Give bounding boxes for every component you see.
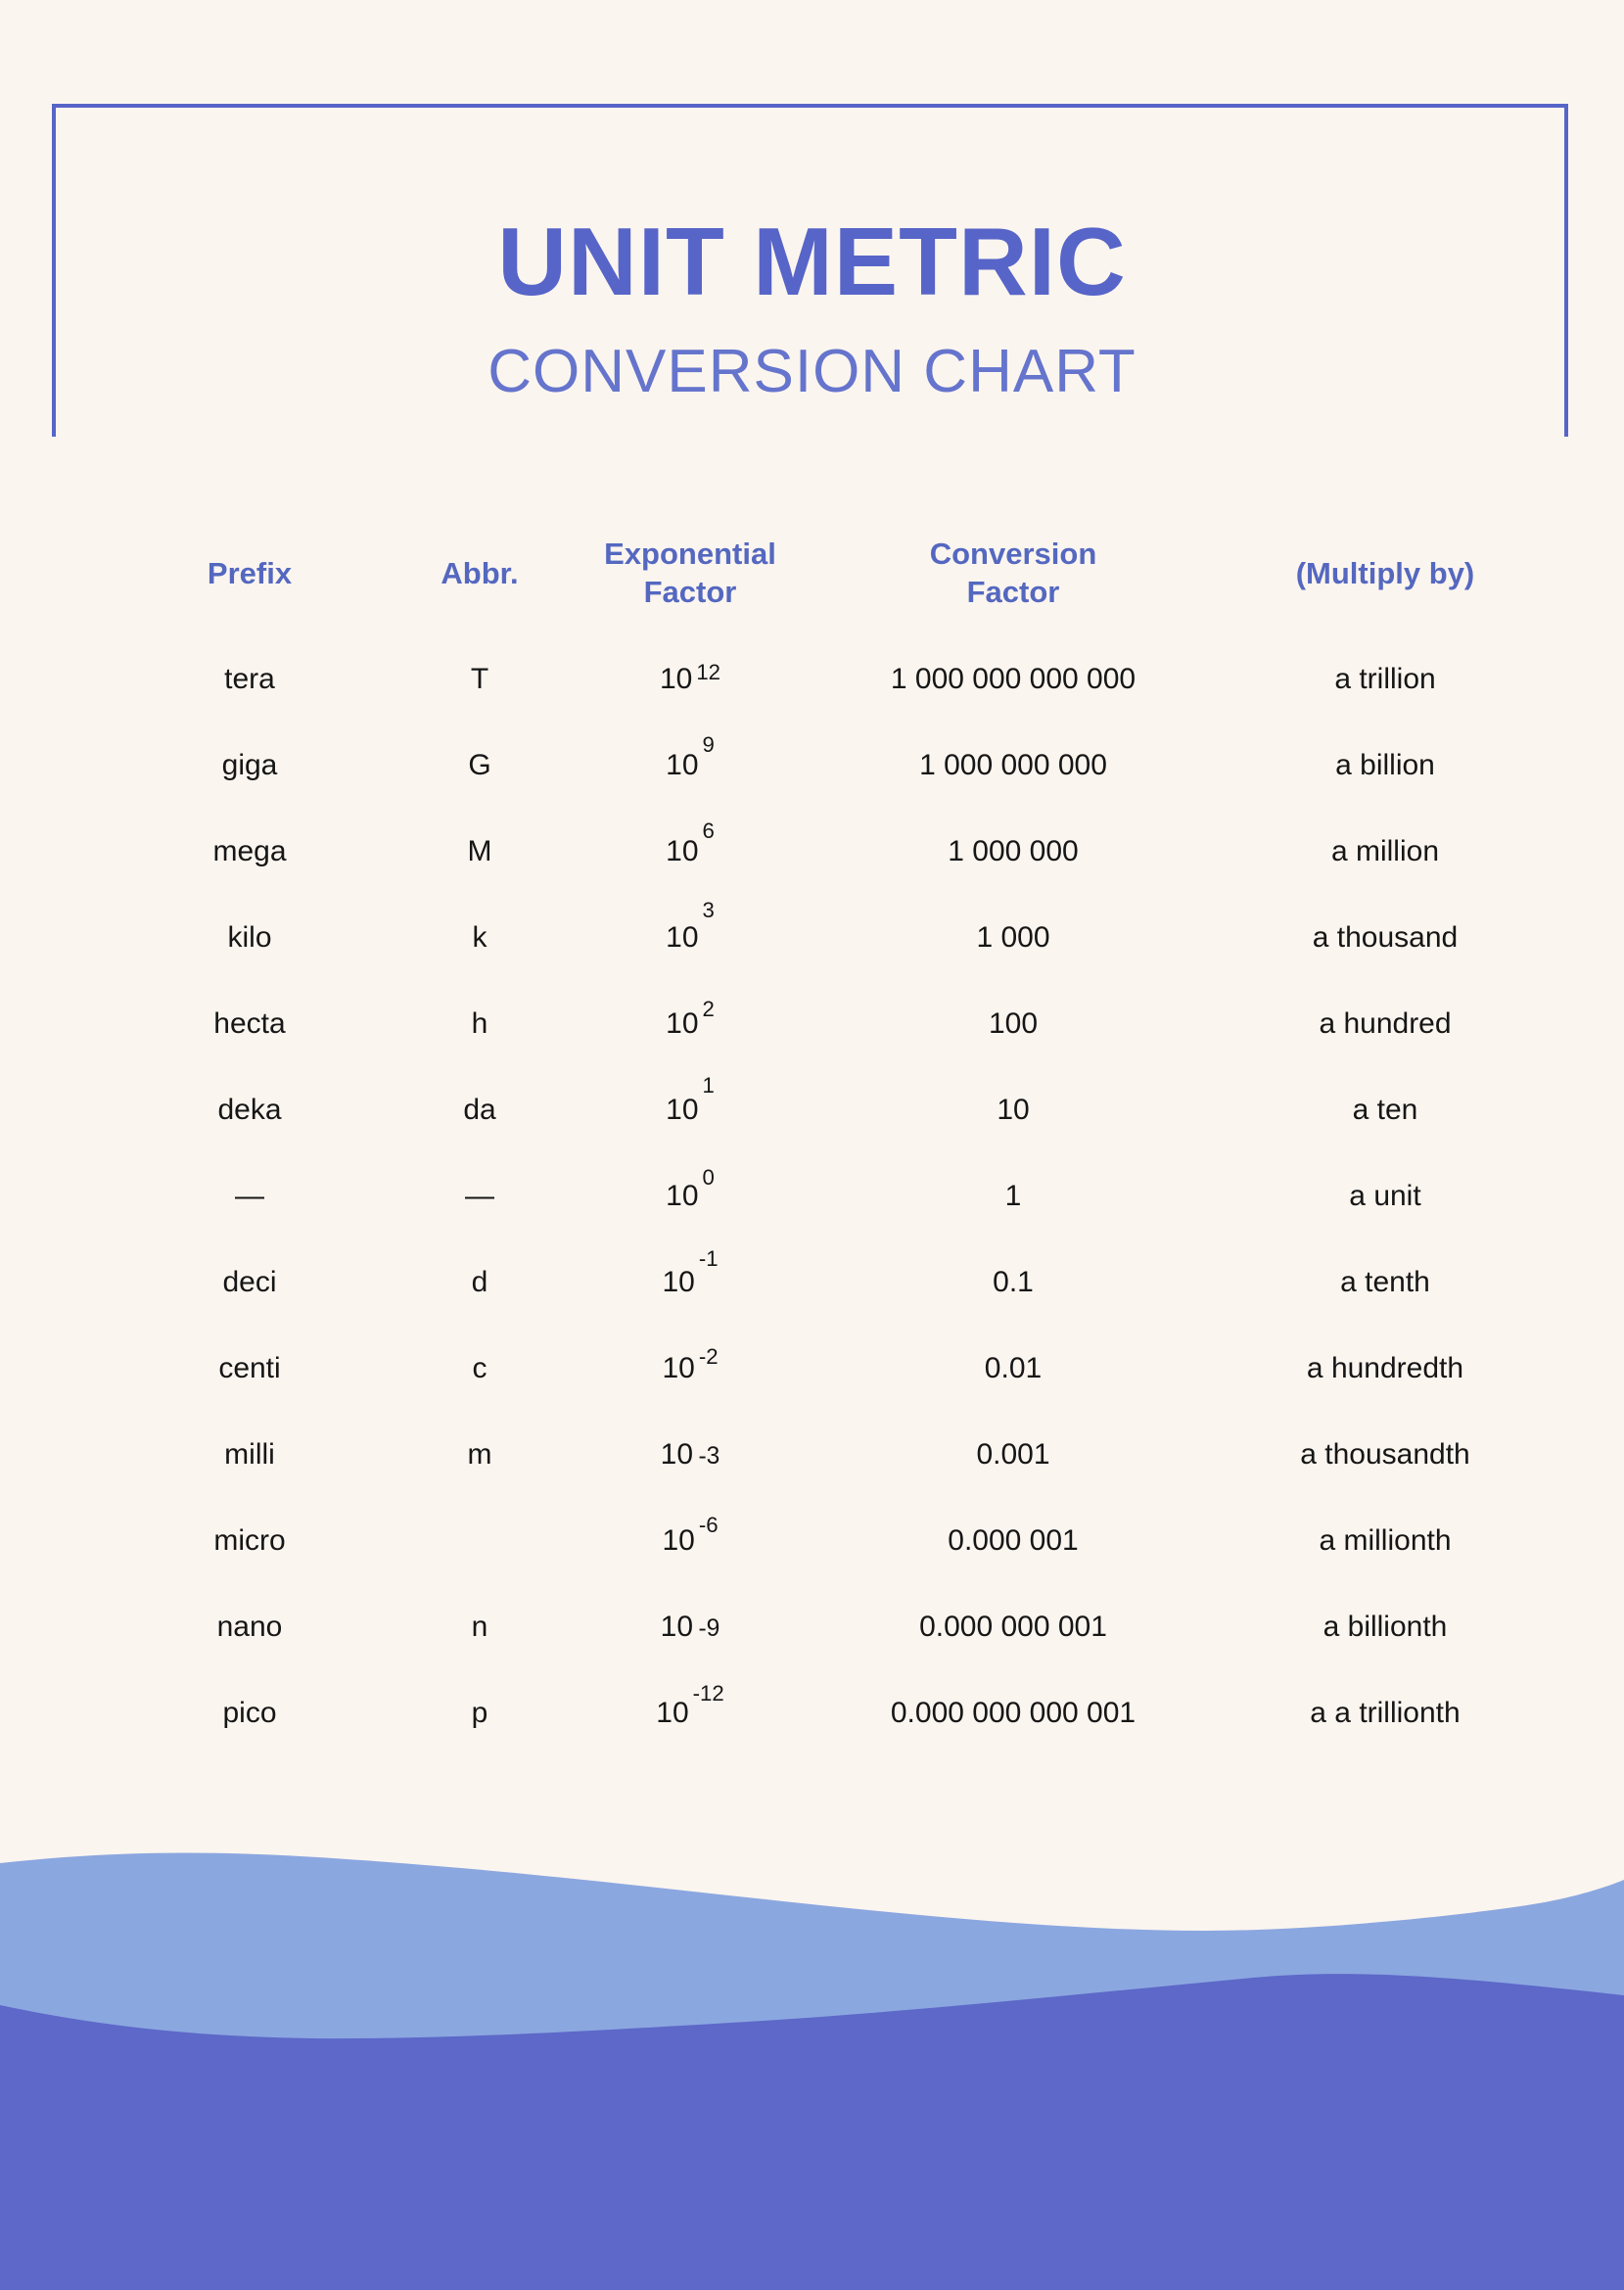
multiply-by-cell: a millionth xyxy=(1319,1524,1452,1557)
exponential-factor-cell xyxy=(558,1344,822,1384)
abbr-cell: c xyxy=(472,1352,487,1384)
table-row xyxy=(98,1584,1566,1670)
exponent-sup: -9 xyxy=(698,1615,720,1642)
exponent-sup: 6 xyxy=(702,818,715,843)
multiply-by-cell: a billionth xyxy=(1322,1611,1448,1643)
exponential-factor-cell xyxy=(558,818,822,867)
table-body xyxy=(98,636,1566,1756)
column-header-exponential-factor: Exponential Factor xyxy=(604,537,776,609)
abbr-cell: — xyxy=(465,1180,494,1212)
multiply-by-cell: a unit xyxy=(1349,1180,1421,1212)
abbr-cell: m xyxy=(467,1438,492,1471)
prefix-cell: micro xyxy=(213,1524,286,1557)
page-title: UNIT METRIC xyxy=(497,208,1127,315)
table-row xyxy=(98,1153,1566,1239)
exponential-factor-cell xyxy=(558,1513,822,1557)
abbr-cell: T xyxy=(470,663,489,695)
multiply-by-cell: a trillion xyxy=(1334,663,1436,695)
prefix-cell: milli xyxy=(224,1438,275,1471)
prefix-cell: nano xyxy=(216,1611,283,1643)
exponent-sup: 3 xyxy=(702,898,715,922)
column-header-prefix: Prefix xyxy=(207,555,293,590)
table-row xyxy=(98,981,1566,1067)
exponent-base: 10 xyxy=(666,1094,699,1126)
abbr-cell: da xyxy=(463,1094,496,1126)
prefix-cell: — xyxy=(235,1180,264,1212)
abbr-cell: p xyxy=(471,1697,488,1729)
exponent-base: 10 xyxy=(662,1524,695,1557)
exponent-sup: 0 xyxy=(702,1165,715,1190)
table-row xyxy=(98,636,1566,723)
column-header-multiply-by: (Multiply by) xyxy=(1295,555,1475,590)
exponent-sup: -1 xyxy=(698,1246,719,1271)
exponential-factor-cell xyxy=(558,732,822,781)
table-row xyxy=(98,809,1566,895)
table-header-row xyxy=(98,529,1566,619)
prefix-cell: pico xyxy=(222,1697,277,1729)
exponential-factor-cell xyxy=(558,660,822,695)
exponent-base: 10 xyxy=(656,1697,689,1729)
conversion-factor-cell: 1 000 000 000 000 xyxy=(890,663,1137,695)
prefix-cell: centi xyxy=(218,1352,281,1384)
table-row xyxy=(98,723,1566,809)
exponent-base: 10 xyxy=(666,1007,699,1040)
column-header-abbr: Abbr. xyxy=(441,555,519,590)
exponential-factor-cell xyxy=(558,898,822,954)
prefix-cell: hecta xyxy=(213,1007,286,1040)
wave-footer xyxy=(0,1811,1624,2290)
multiply-by-cell: a hundredth xyxy=(1306,1352,1464,1384)
exponent-base: 10 xyxy=(659,663,693,695)
conversion-factor-cell: 1 000 000 xyxy=(948,835,1079,867)
exponential-factor-cell xyxy=(558,1073,822,1126)
conversion-table xyxy=(98,529,1566,1756)
conversion-factor-cell: 0.000 001 xyxy=(948,1524,1079,1557)
table-row xyxy=(98,1498,1566,1584)
abbr-cell: G xyxy=(468,749,491,781)
prefix-cell: tera xyxy=(224,663,275,695)
conversion-factor-cell: 0.01 xyxy=(984,1352,1043,1384)
abbr-cell: n xyxy=(471,1611,488,1643)
exponent-base: 10 xyxy=(666,921,699,954)
exponential-factor-cell xyxy=(558,1246,822,1298)
exponent-sup: -6 xyxy=(698,1513,719,1537)
exponential-factor-cell xyxy=(558,1440,822,1470)
multiply-by-cell: a ten xyxy=(1352,1094,1418,1126)
conversion-factor-cell: 1 000 000 000 xyxy=(919,749,1107,781)
exponential-factor-cell xyxy=(558,997,822,1040)
multiply-by-cell: a hundred xyxy=(1319,1007,1452,1040)
exponent-sup: 9 xyxy=(702,732,715,757)
conversion-factor-cell: 0.1 xyxy=(993,1266,1034,1298)
conversion-factor-cell: 10 xyxy=(997,1094,1030,1126)
exponent-sup: 2 xyxy=(702,997,715,1021)
exponent-base: 10 xyxy=(662,1266,695,1298)
abbr-cell: d xyxy=(471,1266,488,1298)
exponent-sup: 12 xyxy=(696,660,721,684)
table-row xyxy=(98,895,1566,981)
abbr-cell: M xyxy=(467,835,492,867)
conversion-factor-cell: 100 xyxy=(988,1007,1039,1040)
conversion-factor-cell: 0.000 000 001 xyxy=(919,1611,1107,1643)
exponent-base: 10 xyxy=(666,749,699,781)
multiply-by-cell: a tenth xyxy=(1340,1266,1430,1298)
conversion-factor-cell: 0.000 000 000 001 xyxy=(890,1697,1137,1729)
column-header-conversion-factor: Conversion Factor xyxy=(929,537,1097,609)
exponent-base: 10 xyxy=(660,1438,694,1471)
exponential-factor-cell xyxy=(558,1681,822,1729)
exponent-sup: -2 xyxy=(698,1344,719,1369)
multiply-by-cell: a thousand xyxy=(1312,921,1459,954)
table-row xyxy=(98,1670,1566,1756)
conversion-factor-cell: 1 000 xyxy=(976,921,1050,954)
exponent-base: 10 xyxy=(666,1180,699,1212)
conversion-factor-cell: 0.001 xyxy=(976,1438,1050,1471)
exponent-base: 10 xyxy=(660,1611,694,1643)
abbr-cell: h xyxy=(471,1007,488,1040)
exponent-sup: -12 xyxy=(692,1681,724,1706)
exponent-base: 10 xyxy=(662,1352,695,1384)
exponential-factor-cell xyxy=(558,1612,822,1642)
exponent-sup: 1 xyxy=(702,1073,715,1098)
prefix-cell: mega xyxy=(212,835,287,867)
prefix-cell: deka xyxy=(217,1094,282,1126)
multiply-by-cell: a million xyxy=(1330,835,1440,867)
multiply-by-cell: a thousandth xyxy=(1300,1438,1470,1471)
table-row xyxy=(98,1067,1566,1153)
table-row xyxy=(98,1239,1566,1326)
conversion-factor-cell: 1 xyxy=(1004,1180,1022,1212)
multiply-by-cell: a a trillionth xyxy=(1310,1697,1461,1729)
table-row xyxy=(98,1412,1566,1498)
prefix-cell: giga xyxy=(221,749,278,781)
prefix-cell: deci xyxy=(222,1266,277,1298)
table-row xyxy=(98,1326,1566,1412)
page-subtitle: CONVERSION CHART xyxy=(487,338,1137,405)
exponent-sup: -3 xyxy=(698,1443,720,1470)
exponential-factor-cell xyxy=(558,1165,822,1212)
prefix-cell: kilo xyxy=(227,921,272,954)
abbr-cell: k xyxy=(472,921,487,954)
exponent-base: 10 xyxy=(666,835,699,867)
multiply-by-cell: a billion xyxy=(1335,749,1435,781)
